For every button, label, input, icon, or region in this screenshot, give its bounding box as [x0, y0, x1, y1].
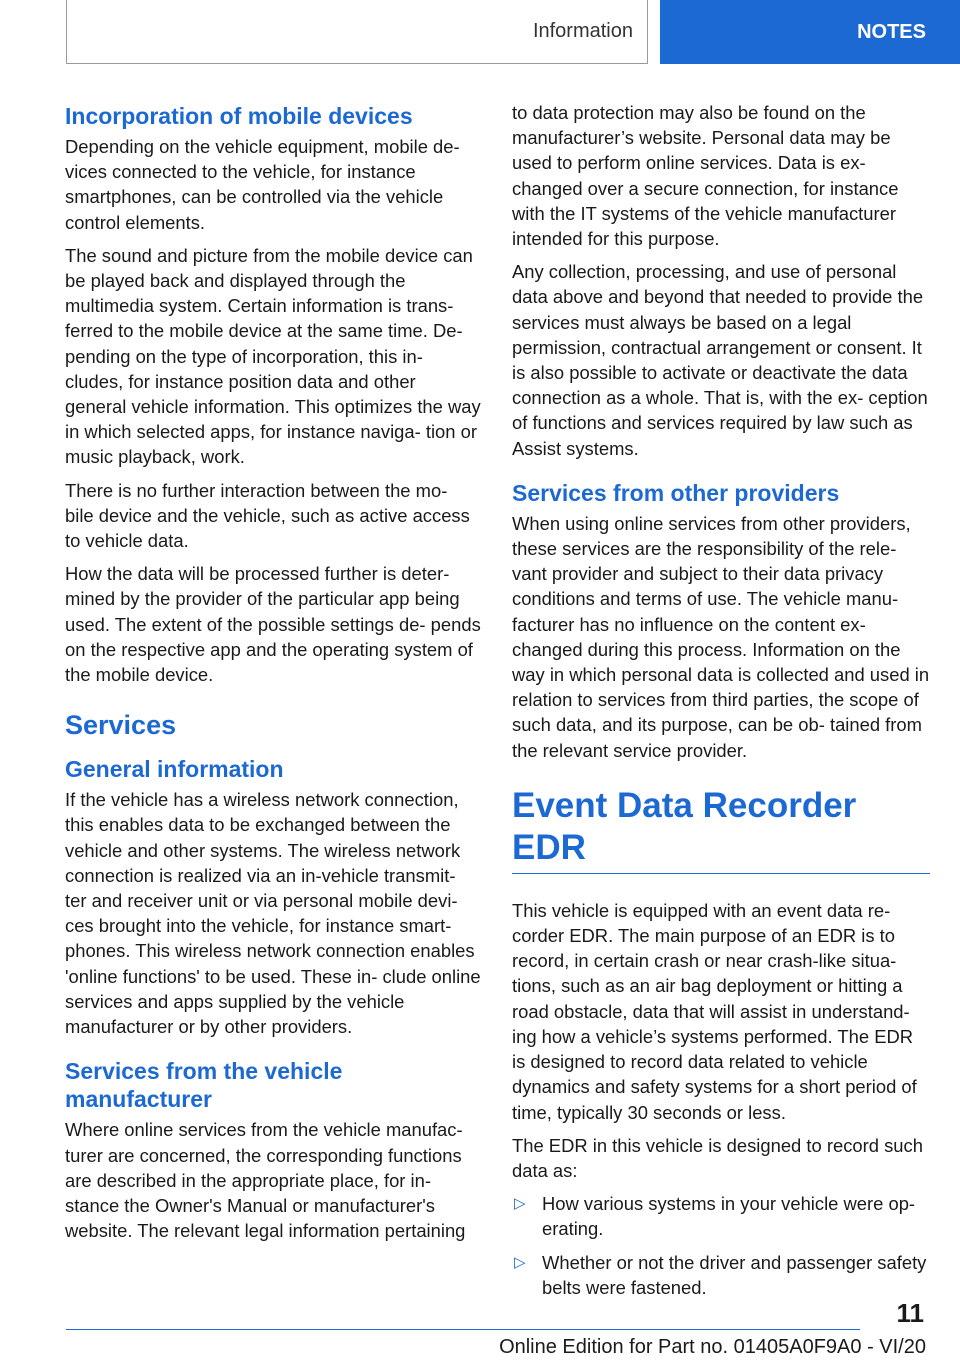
header-notes-label: NOTES [857, 20, 926, 43]
paragraph: to data protection may also be found on the manufacturer’s website. Personal data may be used to perform online services. Data is ex‐ changed over a secure connection, for instance with the IT systems of the vehicle manufacturer intended for this purpose. [512, 102, 899, 250]
edr-data-list [512, 1191, 930, 1300]
paragraph: There is no further interaction between the mo‐ bile device and the vehicle, such as active access to vehicle data. [65, 479, 470, 552]
footer-edition-text: Online Edition for Part no. 01405A0F9A0 - VI/20 [499, 1336, 926, 1358]
left-column [65, 100, 481, 1251]
list-item [512, 1191, 930, 1241]
paragraph: The EDR in this vehicle is designed to record such data as: [512, 1134, 923, 1181]
right-column [512, 100, 930, 1308]
header-notes-tab [660, 0, 960, 64]
header-section-label: Information [532, 20, 633, 42]
footer-divider [66, 1329, 860, 1330]
header-section-tab [66, 0, 648, 64]
paragraph: Depending on the vehicle equipment, mobile de‐ vices connected to the vehicle, for instance smartphones, can be controlled via the vehicle control elements. [65, 136, 460, 233]
heading-mobile-devices: Incorporation of mobile devices [65, 103, 413, 129]
paragraph: If the vehicle has a wireless network connection, this enables data to be exchanged between the vehicle and other systems. The wireless network connection is realized via an in-vehicle transmit‐ ter and receiver unit or via personal mobile devi‐ ces brought into the vehicle, for instance smart‐ phones. This wireless network connection enables 'online functions' to be used. These in‐ clude online services and apps supplied by the vehicle manufacturer or by other providers. [65, 789, 481, 1038]
paragraph: When using online services from other providers, these services are the responsibility of the rele‐ vant provider and subject to their data privacy conditions and terms of use. The vehicle manu‐ facturer has no influence on the content ex‐ changed during this process. Information on the way in which personal data is collected and used in relation to services from third parties, the scope of such data, and its purpose, can be ob‐ tained from the relevant service provider. [512, 512, 930, 761]
triangle-bullet-icon: ▷ [514, 1195, 526, 1213]
paragraph: Any collection, processing, and use of personal data above and beyond that needed to provide the services must always be based on a legal permission, contractual arrangement or consent. It is also possible to activate or deactivate the data connection as a whole. That is, with the ex‐ ception of functions and services required by law such as Assist systems. [512, 261, 928, 459]
page-number: 11 [896, 1298, 924, 1328]
heading-event-data-recorder: Event Data Recorder EDR [512, 785, 930, 874]
heading-services: Services [65, 710, 177, 741]
list-item [512, 1250, 930, 1300]
paragraph: This vehicle is equipped with an event data re‐ corder EDR. The main purpose of an EDR is to record, in certain crash or near crash-like situa‐ tions, such as an air bag deployment or hitting a road obstacle, data that will assist in understand‐ ing how a vehicle’s systems performed. The EDR is designed to record data related to vehicle dynamics and safety systems for a short period of time, typically 30 seconds or less. [512, 899, 917, 1123]
list-item-text: How various systems in your vehicle were op‐ erating. [542, 1193, 916, 1240]
paragraph: The sound and picture from the mobile device can be played back and displayed through the multimedia system. Certain information is trans‐ ferred to the mobile device at the same time. De‐ pending on the type of incorporation, this in‐ cludes, for instance position data and other general vehicle information. This optimizes the way in which selected apps, for instance naviga‐ tion or music playback, work. [65, 244, 481, 468]
heading-other-providers: Services from other providers [512, 479, 840, 506]
heading-services-manufacturer: Services from the vehicle manufacturer [65, 1058, 343, 1113]
paragraph: Where online services from the vehicle manufac‐ turer are concerned, the corresponding functions are described in the appropriate place, for in‐ stance the Owner's Manual or manufacturer's website. The relevant legal information pertaining [65, 1119, 466, 1242]
triangle-bullet-icon: ▷ [514, 1253, 526, 1271]
paragraph: How the data will be processed further is deter‐ mined by the provider of the particular app being used. The extent of the possible settings de‐ pends on the respective app and the operating system of the mobile device. [65, 563, 481, 686]
heading-general-information: General information [65, 756, 284, 783]
list-item-text: Whether or not the driver and passenger safety belts were fastened. [542, 1251, 927, 1298]
